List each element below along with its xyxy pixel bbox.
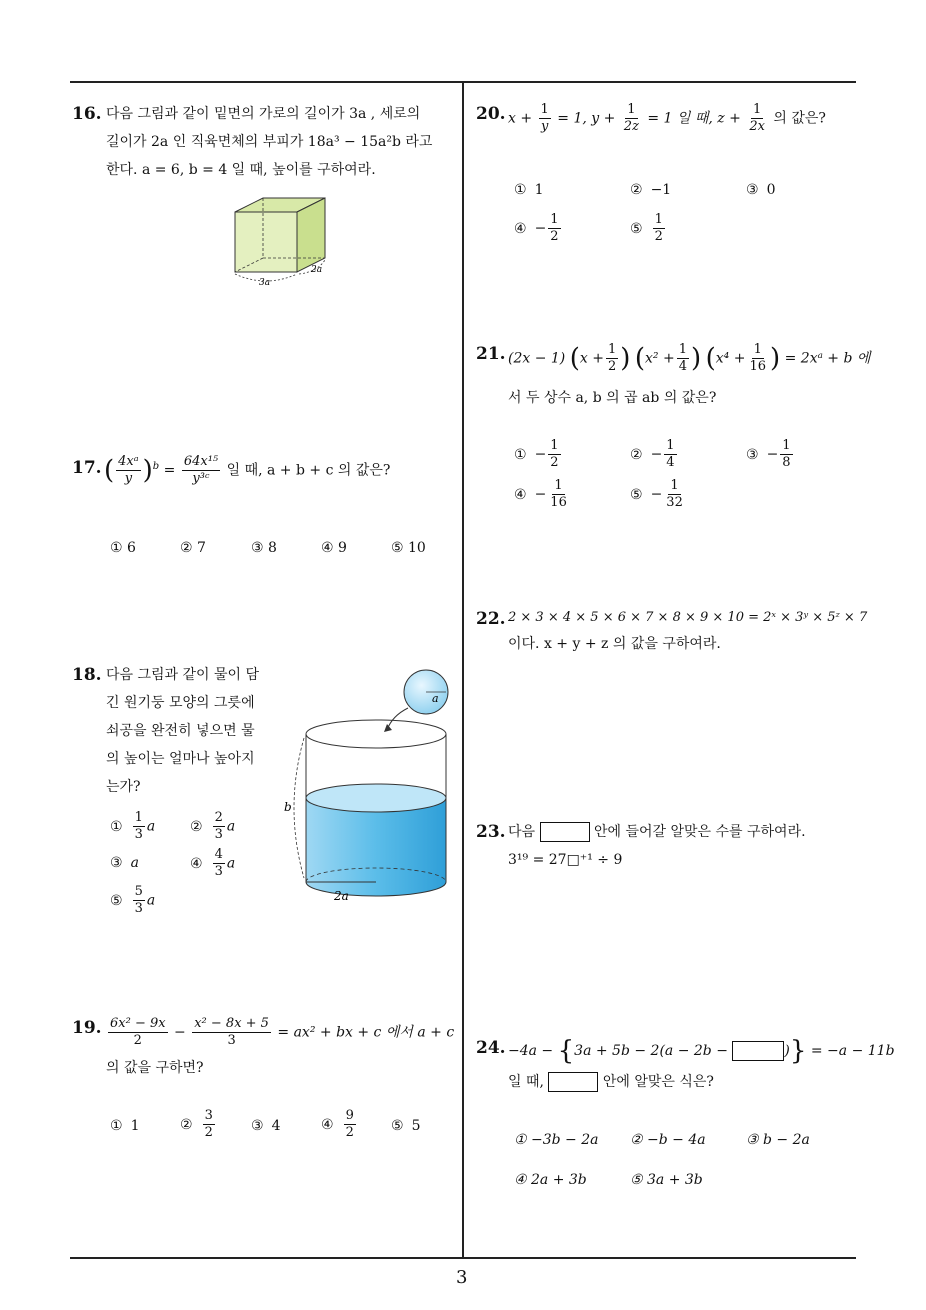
choice-5[interactable]: ⑤ 3a + 3b [630, 1172, 703, 1188]
question-number: 20. [476, 104, 506, 124]
question-number: 24. [476, 1038, 506, 1058]
choice-1[interactable]: ① 6 [110, 540, 136, 556]
choice-2[interactable]: ② 7 [180, 540, 206, 556]
choice-2[interactable]: ② −1 [630, 182, 672, 198]
choice-5[interactable]: ⑤ $\frac{1}{2}$ [630, 212, 663, 244]
choice-4[interactable]: ④ $\frac{4}{3}$ a [190, 847, 236, 879]
question-text-line: 다음 그림과 같이 물이 담 [106, 667, 260, 683]
question-equation: $\frac{\text{6x² − 9x}}{2}$ − $\frac{\text{x² − 8x + 5}}{3}$ = ax² + bx + c 에서 a + c [110, 1016, 455, 1048]
choice-3[interactable]: ③ b − 2a [746, 1132, 810, 1148]
question-number: 17. [72, 458, 102, 478]
question-text-line: 쇠공을 완전히 넣으면 물 [106, 723, 255, 739]
choice-3[interactable]: ③ a [110, 855, 139, 871]
choice-2[interactable]: ② −b − 4a [630, 1132, 706, 1148]
choice-1[interactable]: ① − $\frac{1}{2}$ [514, 438, 559, 470]
question-text-line: 다음 안에 들어갈 알맞은 수를 구하여라. [508, 824, 806, 840]
question-text-line: 길이가 2a 인 직육면체의 부피가 18a³ − 15a²b 라고 [106, 134, 433, 150]
question-text-line: 일 때, 안에 알맞은 식은? [508, 1074, 714, 1090]
question-number: 18. [72, 665, 102, 685]
page-number: 3 [456, 1267, 468, 1288]
question-text-line: 다음 그림과 같이 밑면의 가로의 길이가 3a , 세로의 [106, 106, 421, 122]
label-width: 3a [259, 278, 271, 288]
choice-5[interactable]: ⑤ 10 [391, 540, 426, 556]
question-number: 23. [476, 822, 506, 842]
choice-4[interactable]: ④ 9 [321, 540, 347, 556]
question-equation: (2x − 1) (x + $\frac{1}{2}$ ) (x² + $\frac{1}{4}$ ) (x⁴ + $\frac{1}{16}$ ) = 2xᵃ + b 에 [508, 342, 871, 374]
choice-3[interactable]: ③ − $\frac{1}{8}$ [746, 438, 791, 470]
question-equation: 3¹⁹ = 27□⁺¹ ÷ 9 [508, 852, 623, 868]
question-number: 21. [476, 344, 506, 364]
question-text-line: 는가? [106, 779, 141, 795]
choice-1[interactable]: ① $\frac{1}{3}$ a [110, 810, 156, 842]
choice-5[interactable]: ⑤ − $\frac{1}{32}$ [630, 478, 683, 510]
choice-4[interactable]: ④ $\frac{9}{2}$ [321, 1108, 354, 1140]
choice-1[interactable]: ① 1 [514, 182, 544, 198]
answer-blank-box[interactable] [732, 1041, 784, 1061]
question-equation: −4a − {3a + 5b − 2(a − 2b − )} = −a − 11b [508, 1036, 895, 1066]
cuboid-figure [225, 192, 340, 292]
label-depth: 2a [311, 265, 323, 275]
answer-blank-box[interactable] [540, 822, 590, 842]
choice-3[interactable]: ③ 0 [746, 182, 776, 198]
question-text-line: 서 두 상수 a, b 의 곱 ab 의 값은? [508, 390, 717, 406]
choice-1[interactable]: ① 1 [110, 1118, 140, 1134]
choice-2[interactable]: ② $\frac{3}{2}$ [180, 1108, 213, 1140]
choice-2[interactable]: ② − $\frac{1}{4}$ [630, 438, 675, 470]
label-sphere-radius: a [432, 692, 439, 705]
question-text-line: 한다. a = 6, b = 4 일 때, 높이를 구하여라. [106, 162, 376, 178]
label-cylinder-radius: 2a [334, 889, 349, 903]
question-equation: 2 × 3 × 4 × 5 × 6 × 7 × 8 × 9 × 10 = 2ˣ × 3ʸ × 5ᶻ × 7 [508, 610, 868, 625]
question-number: 22. [476, 609, 506, 629]
question-text-line: 의 높이는 얼마나 높아지 [106, 751, 255, 767]
choice-2[interactable]: ② $\frac{2}{3}$ a [190, 810, 236, 842]
choice-5[interactable]: ⑤ $\frac{5}{3}$ a [110, 884, 156, 916]
question-number: 16. [72, 104, 102, 124]
choice-5[interactable]: ⑤ 5 [391, 1118, 421, 1134]
choice-3[interactable]: ③ 4 [251, 1118, 281, 1134]
question-number: 19. [72, 1018, 102, 1038]
column-divider [462, 82, 464, 1258]
choice-1[interactable]: ① −3b − 2a [514, 1132, 599, 1148]
choice-3[interactable]: ③ 8 [251, 540, 277, 556]
choice-4[interactable]: ④ 2a + 3b [514, 1172, 587, 1188]
label-height: b [284, 800, 292, 814]
cylinder-figure [280, 668, 460, 918]
question-equation: ( $\frac{\text{4xᵃ}}{y}$ )$^b$ = $\frac{\text{64x¹⁵}}{\text{y³ᶜ}}$ 일 때, a + b + c 의 값은? [104, 454, 391, 486]
choice-4[interactable]: ④ − $\frac{1}{2}$ [514, 212, 559, 244]
question-text-line: 이다. x + y + z 의 값을 구하여라. [508, 636, 721, 652]
choice-4[interactable]: ④ − $\frac{1}{16}$ [514, 478, 567, 510]
question-equation: x + $\frac{1}{y}$ = 1, y + $\frac{1}{2z}$ = 1 일 때, z + $\frac{1}{2x}$ 의 값은? [508, 102, 826, 134]
question-text-line: 의 값을 구하면? [106, 1060, 204, 1076]
answer-blank-box[interactable] [548, 1072, 598, 1092]
question-text-line: 긴 원기둥 모양의 그릇에 [106, 695, 255, 711]
